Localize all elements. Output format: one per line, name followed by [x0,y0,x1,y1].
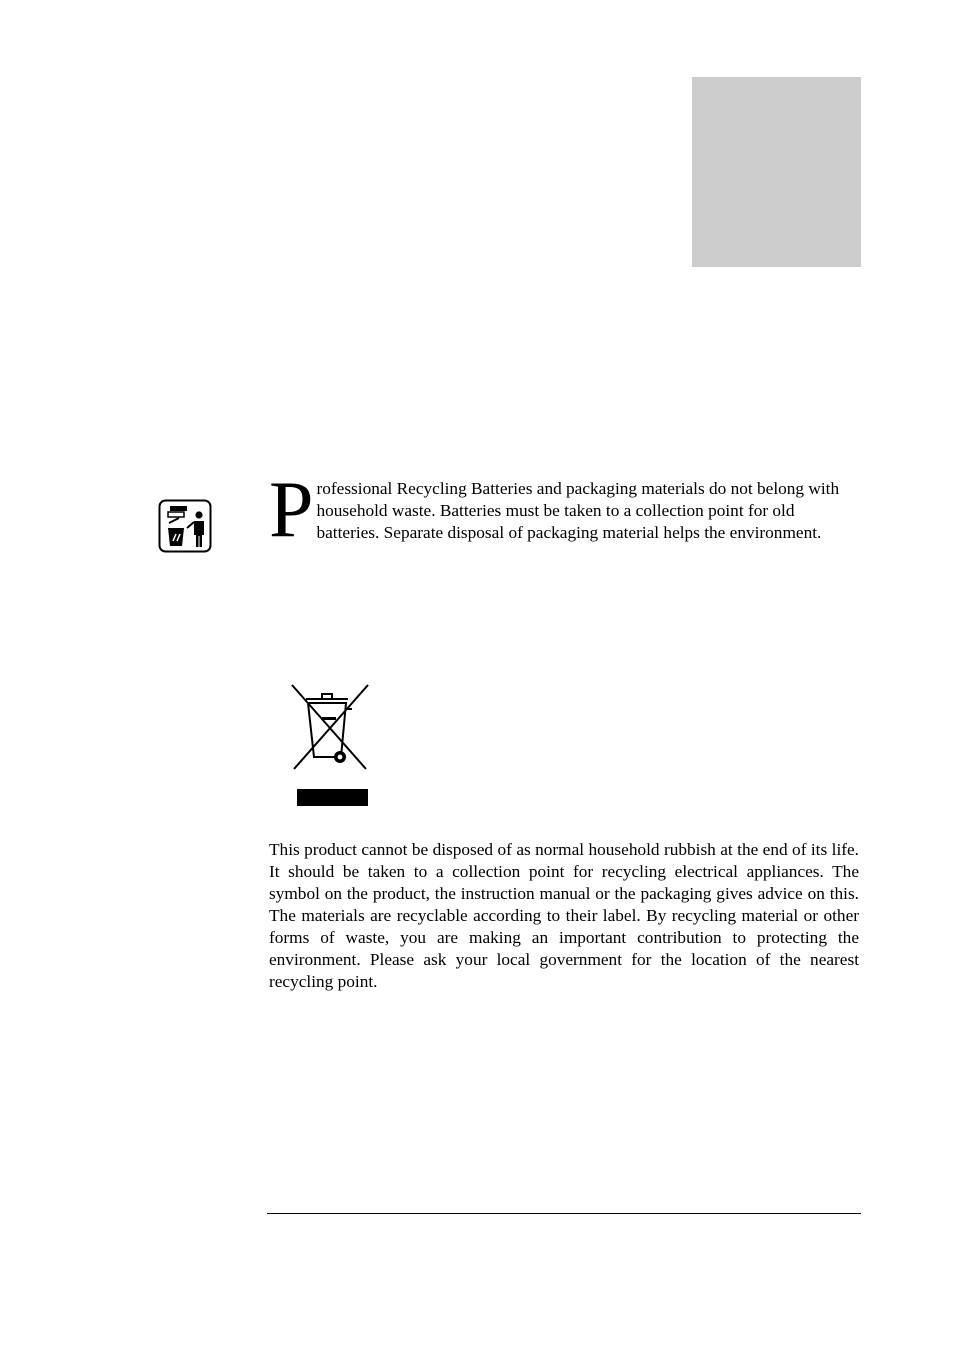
footer-rule [267,1213,861,1214]
crossed-out-wheelie-bin-icon [286,681,374,809]
recycling-paragraph [269,466,861,554]
recycling-text: rofessional Recycling Batteries and packaging materials do not belong with household waste. Batteries must be taken to a collection point for old batteries. Separate disposal of packaging material helps the environment. [316,479,840,542]
waste-disposal-icon [158,499,212,553]
weee-paragraph: This product cannot be disposed of as normal household rubbish at the end of its life. It should be taken to a collection point for recycling electrical appliances. The symbol on the product, the instruction manual or the packaging gives advice on this. The materials are recyclable according to their label. By recycling material or other forms of waste, you are making an important contribution to protecting the environment. Please ask your local government for the location of the nearest recycling point. [269,840,859,991]
gray-corner-box [692,77,861,267]
drop-cap: P [269,466,314,554]
